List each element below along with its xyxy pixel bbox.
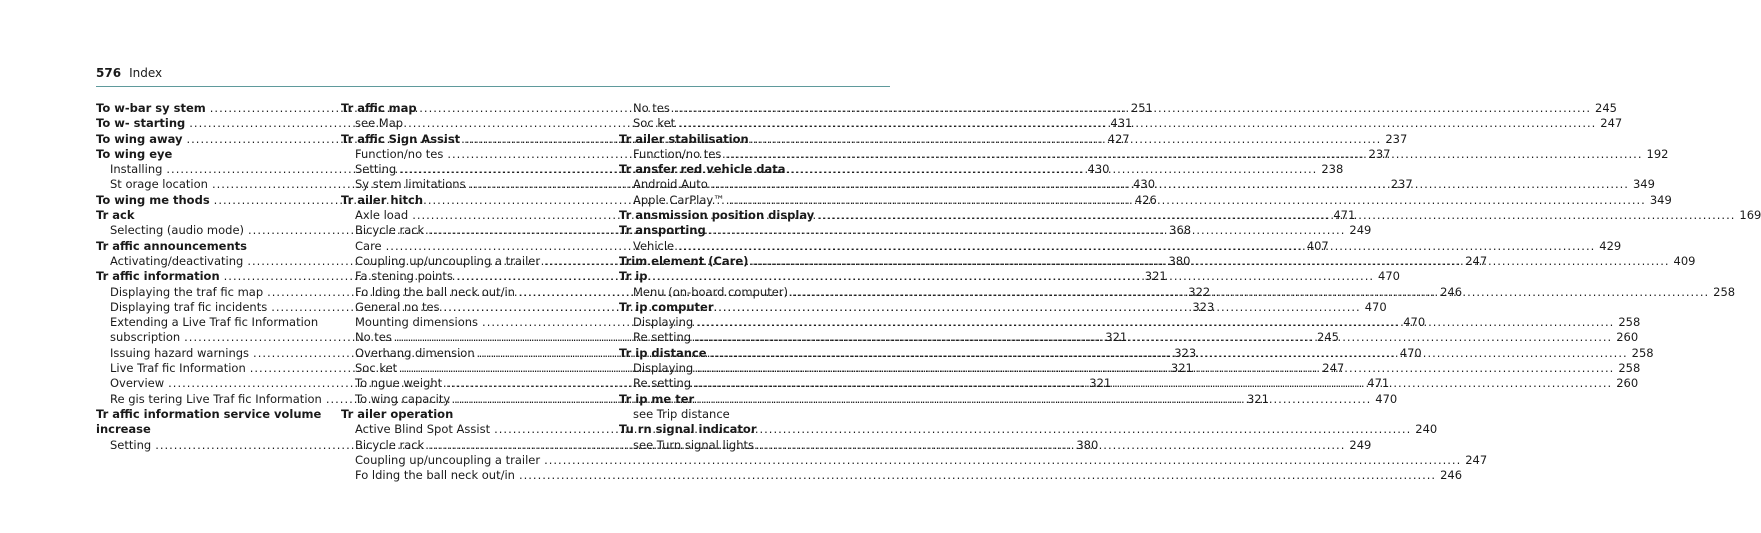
entry-label: Fa stening points (355, 269, 453, 284)
entry-label: Vehicle (633, 238, 675, 253)
dot-leader (711, 346, 1628, 361)
entry-label: Bicycle rack (355, 223, 425, 238)
dot-leader (697, 315, 1614, 330)
entry-label: Mounting dimensions (355, 315, 479, 330)
index-heading: increase (96, 422, 151, 437)
entry-label: St orage location (110, 177, 208, 192)
entry-label: Live Traf fic Information (110, 361, 246, 376)
dot-leader (752, 254, 1669, 269)
page-reference[interactable]: 237 (1390, 177, 1413, 192)
page-reference[interactable]: 249 (1349, 437, 1372, 452)
page-reference[interactable]: 323 (1192, 299, 1215, 314)
dot-leader (725, 147, 1642, 162)
page-reference[interactable]: 258 (1631, 345, 1654, 360)
dot-leader (454, 392, 1371, 407)
entry-label: Re setting (633, 330, 692, 345)
dot-leader (818, 208, 1735, 223)
entry-label: Care (355, 238, 382, 253)
index-heading: Tr ip computer (619, 299, 714, 314)
page-reference[interactable]: 258 (1618, 315, 1641, 330)
entry-label: Overview (110, 376, 165, 391)
dot-leader (695, 376, 1612, 391)
page-reference[interactable]: 470 (1364, 299, 1387, 314)
entry-label: Displaying (633, 361, 694, 376)
entry-label: Setting (110, 437, 152, 452)
dot-leader (792, 285, 1709, 300)
entry-label: Trim element (Care) (619, 253, 749, 268)
entry-label: Activating/deactivating (110, 253, 244, 268)
page-header (96, 66, 162, 84)
index-heading: Tr ansfer red vehicle data (619, 162, 786, 177)
entry-label: Selecting (audio mode) (110, 223, 245, 238)
entry-label: Soc ket (355, 361, 398, 376)
entry-label: Tr affic Sign Assist (341, 131, 461, 146)
page-reference[interactable]: 246 (1440, 468, 1463, 483)
entry-label: No tes (355, 330, 392, 345)
page-reference[interactable]: 245 (1317, 330, 1339, 345)
page-number: 576 (96, 66, 122, 80)
index-crossref[interactable]: see Trip distance (633, 406, 730, 421)
dot-leader (729, 193, 1646, 208)
entry-label: Menu (on-board computer) (633, 284, 789, 299)
entry-label: subscription (110, 330, 181, 345)
page-reference[interactable]: 238 (1321, 162, 1344, 177)
page-reference[interactable]: 237 (1368, 146, 1391, 161)
page-reference[interactable]: 251 (1130, 101, 1153, 115)
index-heading: Tr ailer stabilisation (619, 131, 749, 146)
page-reference[interactable]: 431 (1110, 116, 1133, 131)
entry-label: Installing (110, 162, 163, 177)
page-reference[interactable]: 323 (1174, 345, 1197, 360)
dot-leader (679, 116, 1596, 131)
entry-label: Setting (355, 162, 397, 177)
dot-leader (695, 330, 1612, 345)
page-reference[interactable]: 470 (1378, 269, 1400, 284)
page-reference[interactable]: 426 (1134, 192, 1157, 207)
dot-leader (697, 361, 1614, 376)
page-reference[interactable]: 321 (1170, 361, 1193, 376)
entry-label: Sy stem limitations (355, 177, 466, 192)
entry-label: Apple CarPlay™ (633, 192, 725, 207)
entry-label: Function/no tes (633, 146, 722, 161)
dot-leader (457, 269, 1374, 284)
index-heading: Tr ansporting (619, 223, 706, 238)
entry-label: Android Auto (633, 177, 708, 192)
entry-label: To ngue weight (355, 376, 443, 391)
dot-leader (678, 239, 1595, 254)
page-reference[interactable]: 260 (1616, 376, 1639, 391)
entry-label: To wing me thods (96, 192, 210, 207)
dot-leader (464, 132, 1381, 147)
index-heading: Tr ip me ter (619, 391, 695, 406)
page-reference[interactable]: 470 (1399, 345, 1422, 360)
index-heading: Tr ailer hitch (341, 192, 424, 207)
page-reference[interactable]: 321 (1246, 391, 1269, 406)
index-heading: Tr ailer operation (341, 406, 454, 421)
entry-label: Soc ket (633, 116, 676, 131)
entry-label: Issuing hazard warnings (110, 345, 250, 360)
dot-leader (444, 300, 1361, 315)
entry-label: Coupling up/uncoupling a trailer (355, 253, 541, 268)
entry-label: Tr ip distance (619, 345, 707, 360)
index-heading: Tu rn signal indicator (619, 422, 757, 437)
page-reference[interactable]: 321 (1144, 269, 1167, 284)
page-reference[interactable]: 471 (1367, 376, 1390, 391)
page-reference[interactable]: 409 (1673, 253, 1696, 268)
page-reference[interactable]: 349 (1649, 192, 1672, 207)
page-reference[interactable]: 258 (1618, 361, 1641, 376)
index-heading: Tr affic announcements (96, 238, 247, 253)
entry-label: Re gis tering Live Traf fic Information (110, 391, 322, 406)
page-reference[interactable]: 321 (1089, 376, 1112, 391)
page-reference[interactable]: 470 (1375, 391, 1398, 406)
entry-label: To wing away (96, 131, 183, 146)
index-subentry[interactable] (341, 452, 1488, 468)
entry-label: Tr affic information (96, 269, 220, 284)
entry-label: To w-bar sy stem (96, 101, 206, 115)
page-reference[interactable]: 429 (1599, 238, 1622, 253)
index-heading: Tr affic information service volume (96, 406, 322, 421)
dot-leader (428, 223, 1345, 238)
page-reference[interactable]: 380 (1076, 437, 1099, 452)
entry-label: Fo lding the ball neck out/in (355, 284, 515, 299)
page-reference[interactable]: 427 (1107, 131, 1130, 146)
page-reference[interactable]: 237 (1385, 131, 1408, 146)
page-reference[interactable]: 247 (1465, 452, 1488, 467)
index-subentry[interactable] (341, 468, 1463, 483)
page-reference[interactable]: 430 (1087, 162, 1110, 177)
section-title: Index (129, 66, 163, 80)
dot-leader (400, 162, 1317, 177)
entry-label: Displaying traf fic incidents (110, 299, 268, 314)
entry-label: No tes (633, 101, 670, 115)
entry-label: Overhang dimension (355, 345, 475, 360)
dot-leader (519, 468, 1436, 483)
page-reference[interactable]: 470 (1403, 315, 1426, 330)
page-reference[interactable]: 192 (1646, 146, 1669, 161)
page-reference[interactable]: 368 (1169, 223, 1192, 238)
entry-label: To wing capacity (355, 391, 451, 406)
page-reference[interactable]: 322 (1188, 284, 1211, 299)
page-reference[interactable]: 321 (1105, 330, 1128, 345)
dot-leader (428, 438, 1345, 453)
page-reference[interactable]: 258 (1713, 284, 1736, 299)
dot-leader (674, 101, 1591, 116)
entry-label: Function/no tes (355, 146, 444, 161)
index-heading: Tr affic map (341, 101, 417, 115)
page-reference[interactable]: 349 (1632, 177, 1655, 192)
page-reference[interactable]: 407 (1306, 238, 1329, 253)
dot-leader (712, 177, 1629, 192)
entry-label: Coupling up/uncoupling a trailer (355, 452, 541, 467)
index-heading: Tr ack (96, 208, 135, 223)
dot-leader (544, 453, 1461, 468)
page-reference[interactable]: 249 (1349, 223, 1372, 238)
entry-label: Active Blind Spot Assist (355, 422, 491, 437)
page-reference[interactable]: 380 (1168, 253, 1191, 268)
entry-label: Axle load (355, 208, 409, 223)
page-reference[interactable]: 260 (1616, 330, 1639, 345)
page-reference[interactable]: 430 (1133, 177, 1156, 192)
page-reference[interactable]: 169 (1739, 208, 1761, 223)
entry-label: Fo lding the ball neck out/in (355, 468, 515, 483)
header-divider (96, 86, 890, 87)
page-reference[interactable]: 247 (1322, 361, 1345, 376)
index-crossref[interactable]: see Map (355, 116, 404, 131)
page-reference[interactable]: 247 (1600, 116, 1623, 131)
entry-label: Displaying the traf fic map (110, 284, 264, 299)
index-heading: Tr ip (619, 269, 648, 284)
entry-label: Re setting (633, 376, 692, 391)
entry-label: General no tes (355, 299, 440, 314)
index-crossref[interactable]: see Turn signal lights (633, 437, 754, 452)
page-reference[interactable]: 245 (1595, 101, 1617, 115)
page-reference[interactable]: 471 (1333, 208, 1356, 223)
index-heading: To wing eye (96, 146, 173, 161)
entry-label: To w- starting (96, 116, 186, 131)
index-crossref[interactable]: Extending a Live Traf fic Information (110, 315, 319, 330)
page-reference[interactable]: 246 (1440, 284, 1463, 299)
entry-label: Displaying (633, 315, 694, 330)
entry-label: Bicycle rack (355, 437, 425, 452)
page-reference[interactable]: 240 (1415, 422, 1438, 437)
entry-label: Tr ansmission position display (619, 208, 815, 223)
page-reference[interactable]: 247 (1465, 253, 1488, 268)
index-subentry[interactable] (341, 146, 1391, 162)
